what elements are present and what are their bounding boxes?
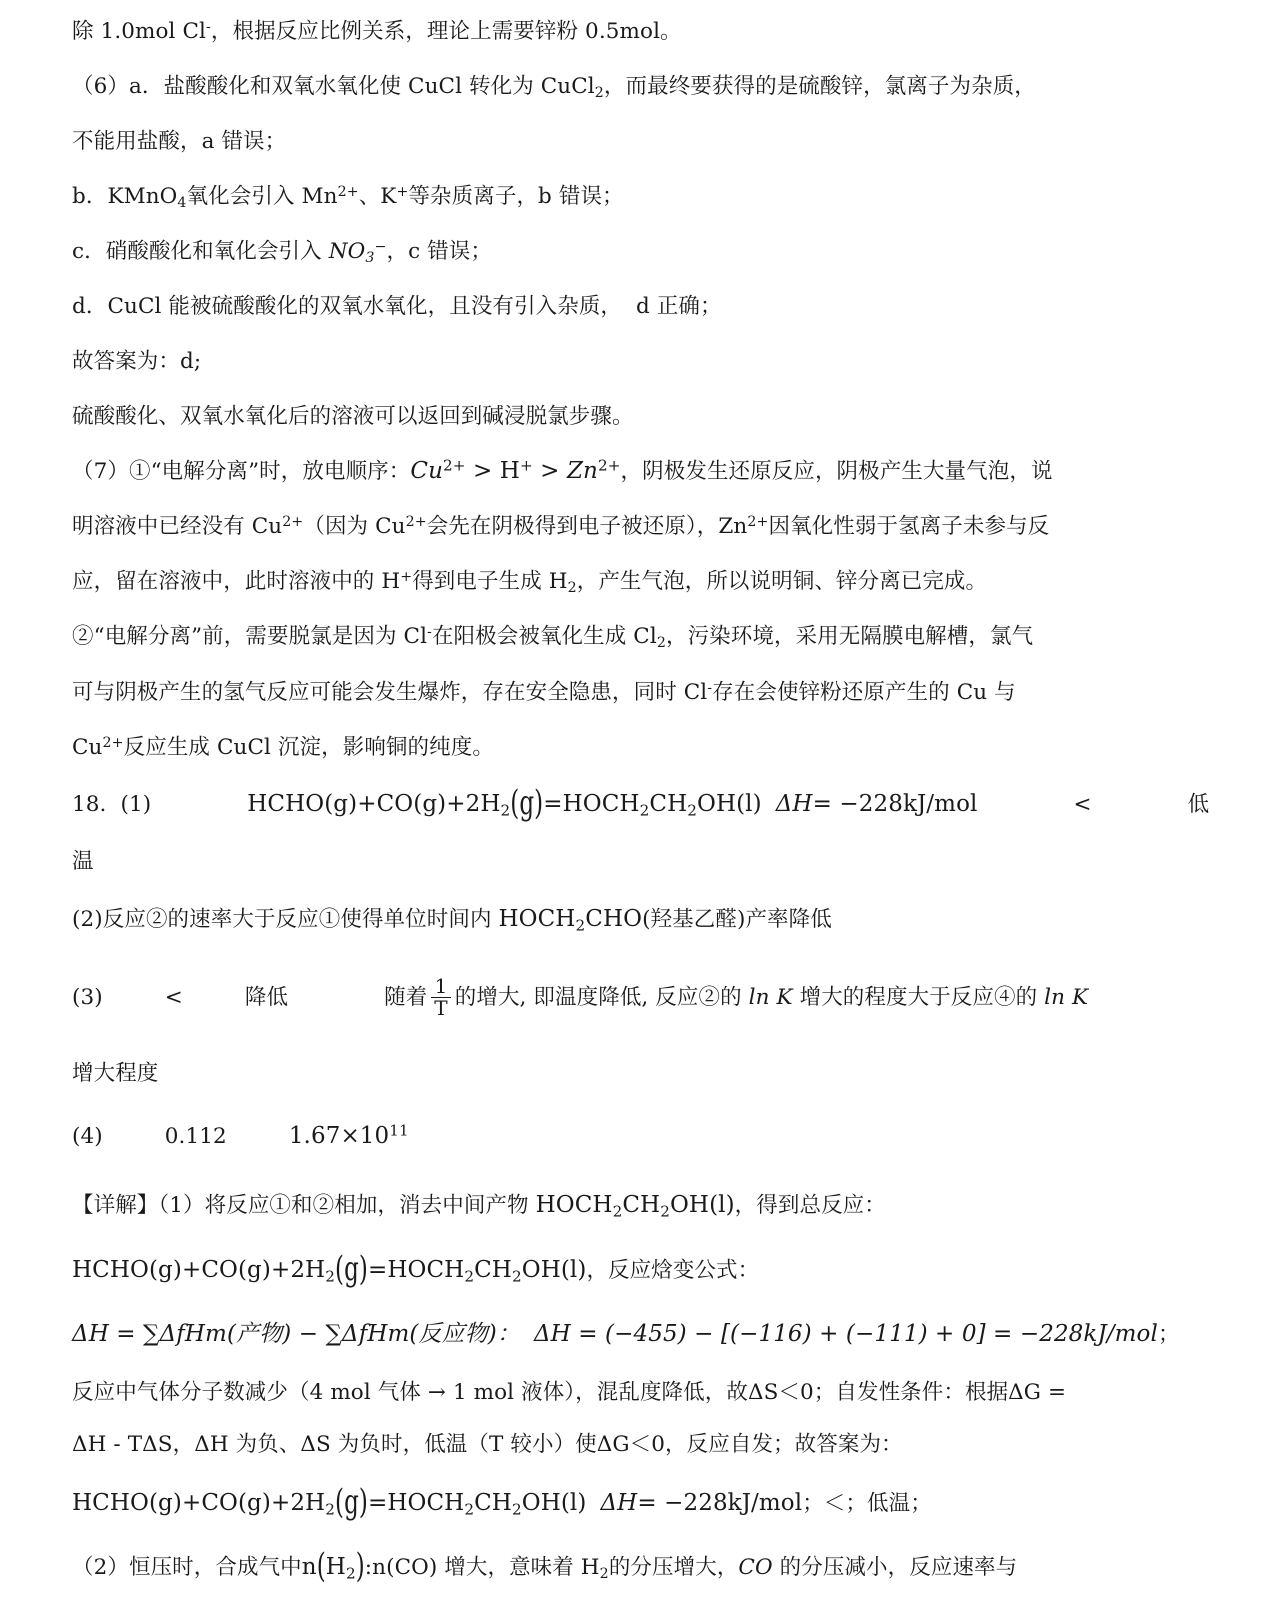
answer-value-1: 0.112 — [164, 1124, 227, 1149]
text-run: 硫酸酸化、双氧水氧化后的溶液可以返回到碱浸脱氯步骤。 — [72, 404, 634, 429]
formula-zn: Zn — [566, 458, 598, 484]
equation-main-reaction-2 — [72, 1251, 587, 1289]
text-run: (2)反应②的速率大于反应①使得单位时间内 — [72, 907, 499, 932]
eq-term: OH(l) — [521, 1490, 587, 1516]
answer-low-temp-cont: 温 — [72, 849, 94, 874]
superscript: - — [206, 19, 211, 36]
exponent: 11 — [389, 1121, 409, 1140]
question-18-part-4 — [72, 1101, 1220, 1172]
eq-op: + — [270, 1490, 291, 1516]
delta-h-symbol: ΔH — [775, 791, 813, 817]
discharge-order-formula — [410, 458, 620, 484]
subscript: 4 — [177, 194, 187, 211]
subscript: 2 — [511, 1500, 522, 1519]
subscript: 2 — [567, 579, 577, 596]
eq-term: HCHO(g) — [247, 791, 358, 817]
ln-k-symbol — [749, 985, 793, 1010]
eq-term: OH(l) — [521, 1257, 587, 1283]
question-18-part-2 — [72, 889, 1220, 950]
text-run: 会先在阴极得到电子被还原），Zn — [426, 514, 748, 539]
paragraph-line — [72, 720, 1220, 775]
eq-term: (g) — [510, 785, 544, 823]
text-run: ，根据反应比例关系，理论上需要锌粉 0.5mol。 — [210, 19, 682, 44]
formula-hoch2ch2oh — [535, 1192, 735, 1221]
comparison-answer: < — [1073, 792, 1092, 817]
text-run: 的增大, 即温度降低, 反应②的 — [454, 985, 749, 1010]
fraction-one-over-T — [431, 973, 450, 1020]
text-run: :n(CO) 增大，意味着 H — [364, 1555, 600, 1580]
mantissa: 1.67×10 — [288, 1123, 390, 1149]
equation-main-reaction — [247, 785, 978, 823]
text-run: 氧化会引入 Mn — [186, 184, 338, 209]
part-label: (4) — [72, 1124, 103, 1149]
subscript: 2 — [325, 1267, 335, 1286]
text-run: c．硝酸酸化和氧化会引入 — [72, 239, 329, 264]
eq-op: + — [446, 791, 466, 817]
explanation-lead — [72, 1172, 1220, 1239]
text-run: 因氧化性弱于氢离子未参与反 — [768, 514, 1050, 539]
text-run: 得到电子生成 H — [412, 569, 568, 594]
superscript: 2+ — [337, 184, 359, 201]
subscript: 2 — [599, 1565, 609, 1582]
eq-op: + — [270, 1257, 291, 1283]
text-run: 增大的程度大于反应④的 — [792, 985, 1045, 1010]
text-run: 故答案为：d; — [72, 349, 202, 374]
text-run: 明溶液中已经没有 Cu — [72, 514, 283, 539]
text-run: ，污染环境，采用无隔膜电解槽，氯气 — [665, 624, 1034, 649]
eq-term: CH — [474, 1257, 512, 1283]
formula-n: n — [301, 1554, 317, 1580]
formula-main: HOCH — [498, 906, 576, 932]
delta-h-symbol: ΔH — [600, 1490, 638, 1516]
eq-term: HCHO(g) — [72, 1257, 182, 1283]
text-run: ，得到总反应： — [734, 1193, 886, 1218]
subscript: 2 — [500, 801, 511, 820]
eq-term: HOCH — [387, 1257, 465, 1283]
text-run: （因为 Cu — [303, 514, 406, 539]
comparison-answer: < — [164, 985, 183, 1010]
text-run: 在阳极会被氧化生成 Cl — [431, 624, 657, 649]
paragraph-line-wrap — [72, 834, 1220, 889]
superscript: − — [374, 239, 387, 256]
eq-op: + — [181, 1490, 202, 1516]
paragraph-line-wrap — [72, 1046, 1220, 1101]
question-18-part-1 — [72, 775, 1220, 834]
eq-op: = — [543, 791, 563, 817]
formula-hoch2cho — [498, 906, 643, 935]
formula-n-h2 — [301, 1548, 365, 1586]
eq-op: = — [367, 1490, 388, 1516]
text-run: （7）①“电解分离”时，放电顺序： — [72, 459, 411, 484]
text-run: 不能用盐酸，a 错误； — [72, 129, 287, 154]
eq-op: = — [367, 1257, 388, 1283]
text-run: 、K — [358, 184, 397, 209]
subscript: 2 — [687, 801, 697, 820]
text-run: （6）a．盐酸酸化和双氧水氧化使 CuCl 转化为 CuCl — [72, 74, 595, 99]
paragraph-line-6c — [72, 224, 1220, 279]
text-run: 可与阴极产生的氢气反应可能会发生爆炸，存在安全隐患，同时 Cl — [72, 680, 708, 705]
text-run: 等杂质离子，b 错误； — [408, 184, 624, 209]
formula-main: OH(l) — [669, 1192, 735, 1218]
text-run: Cu — [72, 735, 103, 760]
subscript: 2 — [594, 84, 604, 101]
delta-h-value: = −228kJ/mol — [812, 791, 978, 817]
text-run: 随着 — [384, 985, 428, 1010]
enthalpy-formula-part1: ΔH = ∑ΔfHm(产物) − ∑ΔfHm(反应物)： — [72, 1321, 520, 1347]
formula-main: CHO — [585, 906, 643, 932]
subscript: 2 — [656, 634, 666, 651]
paragraph-line — [72, 554, 1220, 609]
superscript: + — [396, 184, 409, 201]
formula-main: CH — [622, 1192, 661, 1218]
subscript: 2 — [464, 1500, 475, 1519]
equation-line-enthalpy — [72, 1302, 1220, 1367]
delta-h-value: = −228kJ/mol — [637, 1490, 803, 1516]
formula-h: H — [325, 1554, 346, 1580]
paragraph-line — [72, 1419, 1220, 1471]
part-label: (3) — [72, 985, 103, 1010]
text-run: ②“电解分离”前，需要脱氯是因为 Cl — [72, 624, 428, 649]
subscript: 2 — [660, 1202, 670, 1221]
eq-op: + — [357, 791, 377, 817]
subscript: 2 — [612, 1202, 623, 1221]
text-run: 反应中气体分子数减少（4 mol 气体 → 1 mol 液体），混乱度降低，故ΔS＜0；自发性条件：根据ΔG = — [72, 1380, 1067, 1405]
question-number: 18. — [72, 792, 107, 817]
operator: > — [465, 458, 500, 484]
formula-main: NO — [328, 239, 366, 264]
superscript: + — [400, 569, 413, 586]
superscript: + — [519, 456, 533, 475]
paragraph-line — [72, 665, 1220, 720]
subscript: 2 — [345, 1564, 356, 1583]
subscript: 2 — [464, 1267, 475, 1286]
text-run: 应，留在溶液中，此时溶液中的 H — [72, 569, 401, 594]
text-run: b．KMnO — [72, 184, 178, 209]
subscript: 2 — [325, 1500, 335, 1519]
text-run: 产率降低 — [745, 907, 832, 932]
superscript: 2+ — [405, 514, 427, 531]
formula-nitrate — [329, 239, 387, 264]
text-run: ，c 错误； — [386, 239, 492, 264]
answer-decrease: 降低 — [244, 985, 289, 1010]
text-run: 的分压增大， — [608, 1555, 739, 1580]
ln-k-text: ln K — [748, 985, 793, 1010]
eq-term: HOCH — [562, 791, 640, 817]
text-run: （2）恒压时，合成气中 — [72, 1555, 302, 1580]
text-run: 存在会使锌粉还原产生的 Cu 与 — [712, 680, 1016, 705]
eq-term: 2H — [290, 1490, 326, 1516]
eq-term: HCHO(g) — [72, 1490, 182, 1516]
eq-term: CO(g) — [376, 791, 447, 817]
equation-line-final-answer — [72, 1471, 1220, 1536]
eq-term: OH(l) — [697, 791, 762, 817]
fraction-numerator: 1 — [434, 973, 448, 998]
eq-term: (g) — [335, 1251, 368, 1289]
eq-term: CO(g) — [201, 1257, 271, 1283]
text-run: (羟基乙醛) — [642, 907, 746, 932]
superscript: 2+ — [282, 514, 304, 531]
text-run: ； — [1157, 1322, 1180, 1347]
subscript: 2 — [639, 801, 650, 820]
document-body — [72, 4, 1220, 1599]
eq-term: 2H — [465, 791, 501, 817]
paragraph-line-6a — [72, 59, 1220, 114]
subscript: 2 — [511, 1267, 522, 1286]
explanation-part-2 — [72, 1536, 1220, 1599]
text-run: 增大程度 — [72, 1061, 159, 1086]
eq-term: 2H — [290, 1257, 326, 1283]
superscript: - — [707, 680, 713, 697]
operator: > — [532, 458, 567, 484]
eq-op: + — [181, 1257, 202, 1283]
paren-open: ( — [316, 1548, 326, 1586]
paragraph-line — [72, 499, 1220, 554]
equation-main-reaction-3 — [72, 1484, 803, 1522]
formula-h: H — [499, 458, 520, 484]
superscript: 2+ — [102, 735, 124, 752]
superscript: 2+ — [443, 456, 466, 475]
paragraph-line — [72, 114, 1220, 169]
ln-k-symbol — [1044, 985, 1088, 1010]
question-18-part-3 — [72, 950, 1220, 1046]
text-run: 除 1.0mol Cl — [72, 19, 206, 44]
answer-value-2 — [289, 1123, 409, 1149]
superscript: 2+ — [597, 456, 621, 475]
text-run: ，而最终要获得的是硫酸锌，氯离子为杂质， — [603, 74, 1036, 99]
eq-term: (g) — [335, 1484, 368, 1522]
paragraph-line-answer — [72, 334, 1220, 389]
text-run: ，产生气泡，所以说明铜、锌分离已完成。 — [576, 569, 988, 594]
formula-main: HOCH — [535, 1192, 613, 1218]
text-run: ，反应焓变公式： — [586, 1258, 760, 1283]
enthalpy-formula-part2: ΔH = (−455) − [(−116) + (−111) + 0] = −228kJ/mol — [533, 1321, 1158, 1347]
text-run: 的分压减小，反应速率与 — [772, 1555, 1018, 1580]
paragraph-line-7-2 — [72, 609, 1220, 665]
text-run: d 正确； — [636, 294, 722, 319]
paragraph-line — [72, 389, 1220, 444]
eq-term: CO(g) — [201, 1490, 271, 1516]
text-run: ，阴极发生还原反应，阴极产生大量气泡，说 — [620, 459, 1053, 484]
part-label: (1) — [120, 792, 152, 817]
paragraph-line — [72, 1367, 1220, 1419]
ln-k-text: ln K — [1044, 985, 1089, 1010]
text-run: ΔH - TΔS，ΔH 为负、ΔS 为负时，低温（T 较小）使ΔG＜0，反应自发；故答案为： — [72, 1432, 903, 1457]
paragraph-line-7 — [72, 444, 1220, 499]
answer-low-temp: 低 — [1187, 792, 1210, 817]
paren-close: ) — [355, 1548, 365, 1586]
formula-cu: Cu — [410, 458, 443, 484]
superscript: 2+ — [747, 514, 769, 531]
eq-term: CH — [649, 791, 688, 817]
text-run: d．CuCl 能被硫酸酸化的双氧水氧化，且没有引入杂质， — [72, 294, 623, 319]
fraction-denominator: T — [431, 997, 450, 1019]
paragraph-line — [72, 4, 1220, 59]
formula-co: CO — [738, 1555, 773, 1580]
text-run: ；＜；低温； — [802, 1491, 932, 1516]
paragraph-line-6b — [72, 169, 1220, 224]
eq-term: HOCH — [387, 1490, 465, 1516]
text-run: 【详解】（1）将反应①和②相加，消去中间产物 — [72, 1193, 536, 1218]
subscript: 3 — [365, 249, 375, 266]
eq-term: CH — [474, 1490, 512, 1516]
superscript: - — [427, 624, 432, 641]
text-run: 反应生成 CuCl 沉淀，影响铜的纯度。 — [123, 735, 494, 760]
paragraph-line-6d — [72, 279, 1220, 334]
subscript: 2 — [575, 916, 586, 935]
equation-line-total-reaction — [72, 1239, 1220, 1302]
